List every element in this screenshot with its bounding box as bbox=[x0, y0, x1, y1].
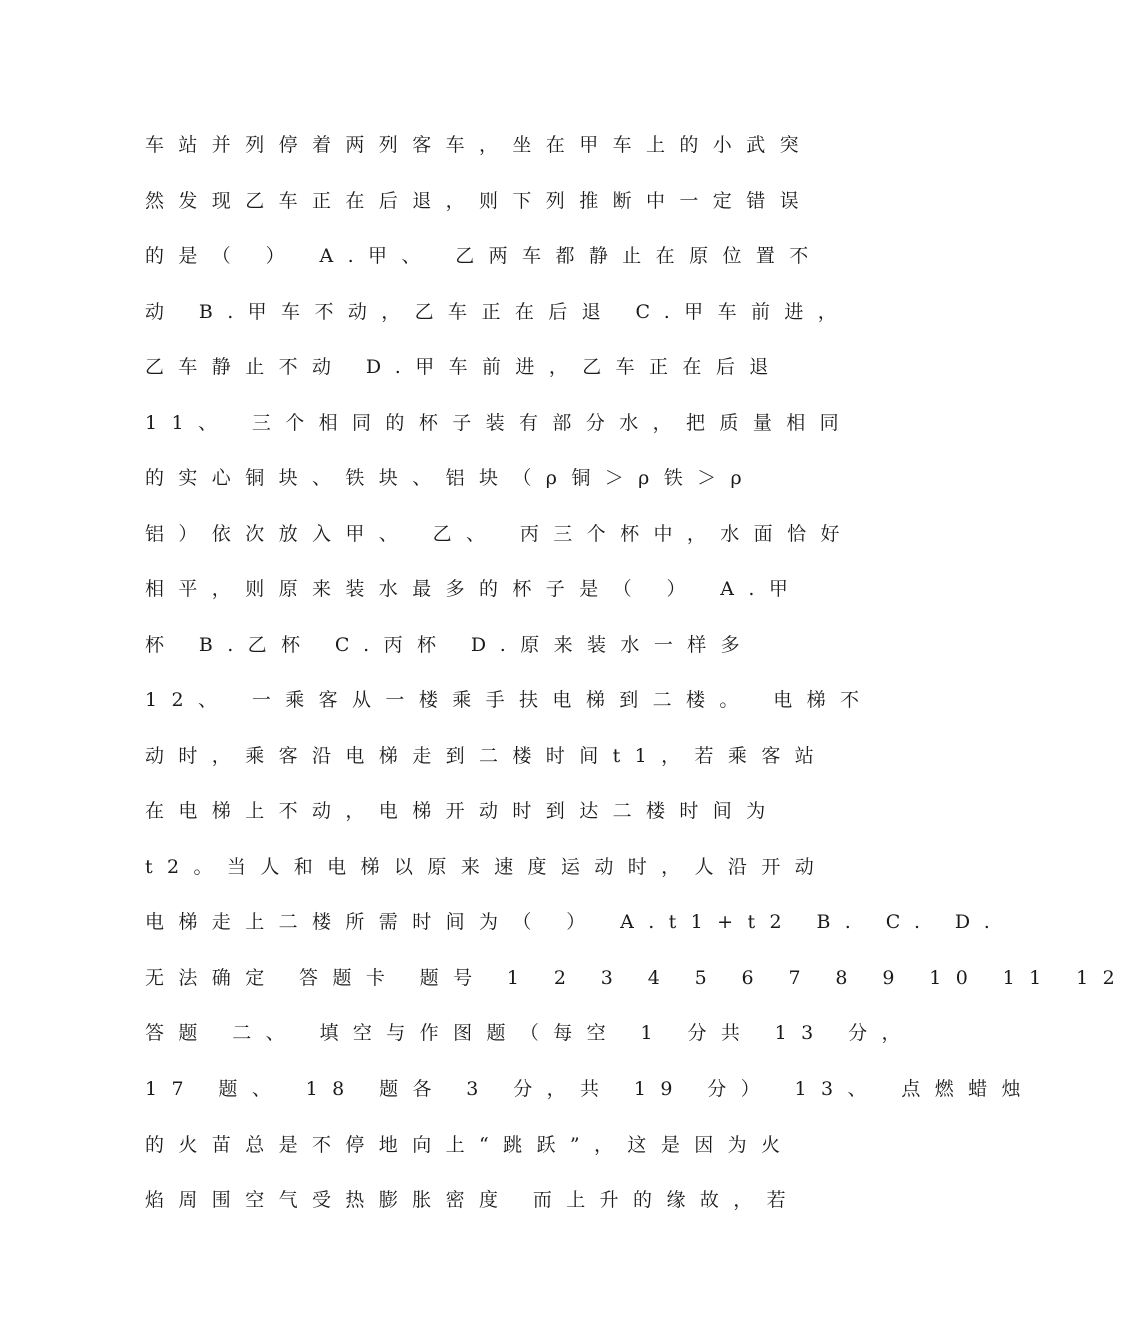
text-line: 无法确定 答题卡 题号 1 2 3 4 5 6 7 8 9 10 11 12 bbox=[145, 967, 1129, 989]
text-line: 在电梯上不动，电梯开动时到达二楼时间为 bbox=[145, 800, 780, 822]
text-line: 铝）依次放入甲、 乙、 丙三个杯中，水面恰好 bbox=[145, 523, 854, 545]
text-line: 相平，则原来装水最多的杯子是（ ） A.甲 bbox=[145, 578, 803, 600]
text-line: t2。当人和电梯以原来速度运动时，人沿开动 bbox=[145, 856, 829, 878]
text-line: 然发现乙车正在后退，则下列推断中一定错误 bbox=[145, 190, 814, 212]
text-line: 11、 三个相同的杯子装有部分水，把质量相同 bbox=[145, 412, 854, 434]
text-line: 的实心铜块、铁块、铝块（ρ铜＞ρ铁＞ρ bbox=[145, 467, 757, 489]
text-line: 动 B.甲车不动，乙车正在后退 C.甲车前进， bbox=[145, 301, 852, 323]
text-line: 12、 一乘客从一楼乘手扶电梯到二楼。 电梯不 bbox=[145, 689, 874, 711]
text-line: 乙车静止不动 D.甲车前进，乙车正在后退 bbox=[145, 356, 783, 378]
text-line: 的火苗总是不停地向上“跳跃”，这是因为火 bbox=[145, 1134, 795, 1156]
text-line: 焰周围空气受热膨胀密度 而上升的缘故，若 bbox=[145, 1189, 801, 1211]
text-line: 答题 二、 填空与作图题（每空 1 分共 13 分， bbox=[145, 1022, 915, 1044]
text-line: 的是（ ） A.甲、 乙两车都静止在原位置不 bbox=[145, 245, 823, 267]
text-line: 动时，乘客沿电梯走到二楼时间t1，若乘客站 bbox=[145, 745, 829, 767]
text-line: 电梯走上二楼所需时间为（ ） A.t1+t2 B. C. D. bbox=[145, 911, 1005, 933]
text-line: 车站并列停着两列客车，坐在甲车上的小武突 bbox=[145, 134, 814, 156]
text-line: 17 题、 18 题各 3 分，共 19 分） 13、 点燃蜡烛 bbox=[145, 1078, 1035, 1100]
text-line: 杯 B.乙杯 C.丙杯 D.原来装水一样多 bbox=[145, 634, 755, 656]
